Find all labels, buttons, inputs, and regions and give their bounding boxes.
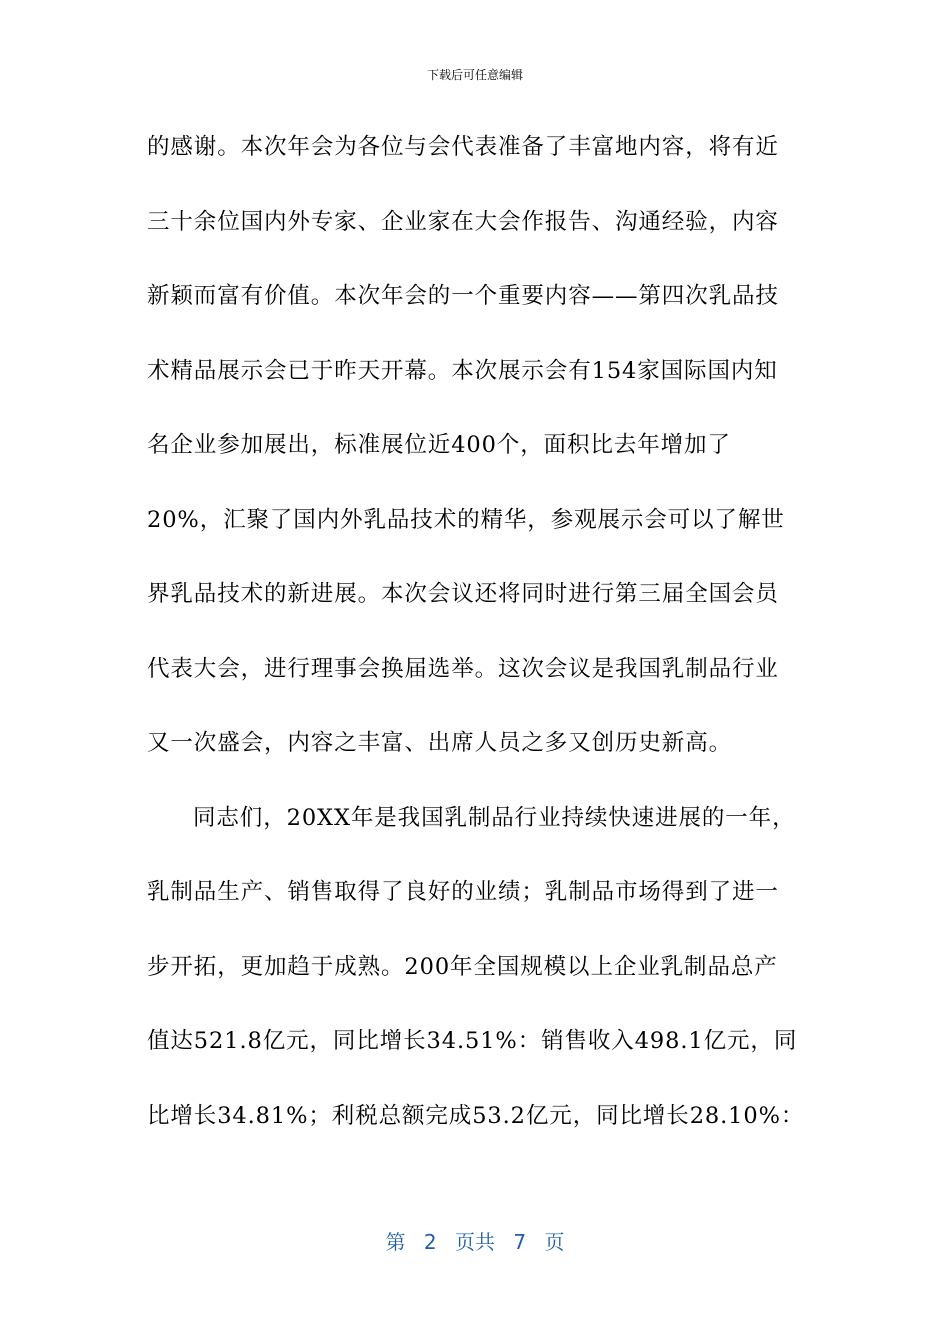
text-line: 新颖而富有价值。本次年会的一个重要内容——第四次乳品技 bbox=[147, 283, 779, 309]
document-body bbox=[147, 127, 807, 1170]
text-line: 乳制品生产、销售取得了良好的业绩；乳制品市场得到了进一 bbox=[147, 879, 779, 905]
current-page-number: 2 bbox=[423, 1230, 437, 1254]
header-note: 下载后可任意编辑 bbox=[426, 68, 523, 82]
paragraph-start-line: 同志们，20XX年是我国乳制品行业持续快速进展的一年， bbox=[193, 804, 796, 831]
text-line: 值达521.8亿元，同比增长34.51%：销售收入498.1亿元，同 bbox=[147, 1028, 798, 1054]
text-line: 步开拓，更加趋于成熟。200年全国规模以上企业乳制品总产 bbox=[147, 953, 778, 980]
text-line: 的感谢。本次年会为各位与会代表准备了丰富地内容，将有近 bbox=[147, 134, 779, 160]
total-page-count: 7 bbox=[513, 1230, 527, 1254]
footer-prefix: 第 bbox=[385, 1230, 406, 1254]
text-line: 比增长34.81%；利税总额完成53.2亿元，同比增长28.10%： bbox=[147, 1102, 805, 1129]
text-line: 名企业参加展出，标准展位近400个，面积比去年增加了 bbox=[147, 432, 731, 458]
text-line: 术精品展示会已于昨天开幕。本次展示会有154家国际国内知 bbox=[147, 357, 778, 384]
page-footer bbox=[0, 1226, 950, 1255]
footer-suffix: 页 bbox=[544, 1230, 565, 1254]
text-line: 又一次盛会，内容之丰富、出席人员之多又创历史新高。 bbox=[147, 730, 733, 756]
text-line: 代表大会，进行理事会换届选举。这次会议是我国乳制品行业 bbox=[147, 655, 779, 682]
text-line: 三十余位国内外专家、企业家在大会作报告、沟通经验，内容 bbox=[147, 208, 779, 235]
text-line: 界乳品技术的新进展。本次会议还将同时进行第三届全国会员 bbox=[147, 581, 779, 607]
footer-middle: 页共 bbox=[455, 1230, 495, 1254]
text-line: 20%，汇聚了国内外乳品技术的精华，参观展示会可以了解世 bbox=[147, 506, 785, 533]
